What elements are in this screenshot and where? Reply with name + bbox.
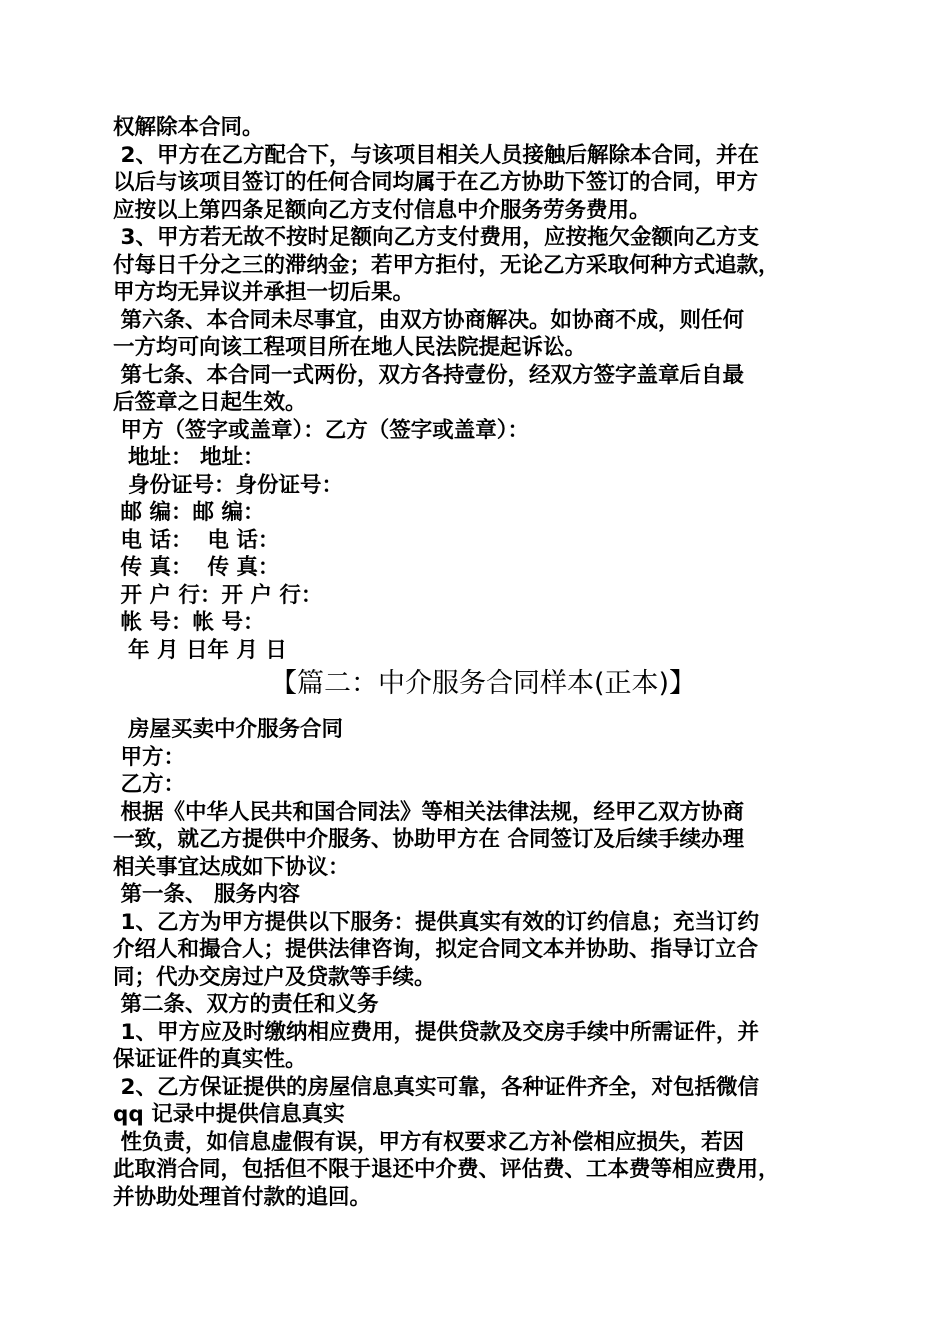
text-line: 以后与该项目签订的任何合同均属于在乙方协助下签订的合同，甲方 (113, 170, 759, 195)
text-line: 付每日千分之三的滞纳金；若甲方拒付，无论乙方采取何种方式追款， (113, 252, 780, 278)
contract-part-one (113, 114, 853, 664)
text-line: 电 话： 电 话： (113, 527, 280, 553)
text-line: 此取消合同，包括但不限于退还中介费、评估费、工本费等相应费用， (113, 1157, 780, 1182)
text-line: 传 真： 传 真： (113, 555, 280, 580)
text-line: 性负责，如信息虚假有误，甲方有权要求乙方补偿相应损失，若因 (113, 1129, 744, 1155)
text-line: 2、乙方保证提供的房屋信息真实可靠，各种证件齐全，对包括微信 (113, 1074, 759, 1100)
text-line: 第七条、本合同一式两份，双方各持壹份，经双方签字盖章后自最 (113, 362, 744, 388)
text-line: 2、甲方在乙方配合下，与该项目相关人员接触后解除本合同，并在 (113, 142, 759, 168)
section-heading: 【篇二：中介服务合同样本(正本)】 (269, 668, 697, 699)
text-line: 甲方（签字或盖章）：乙方（签字或盖章）： (113, 417, 529, 443)
text-line: qq 记录中提供信息真实 (113, 1102, 345, 1127)
text-line: 甲方均无异议并承担一切后果。 (113, 280, 415, 305)
text-line: 介绍人和撮合人；提供法律咨询，拟定合同文本并协助、指导订立合 (113, 937, 759, 962)
text-line: 年 月 日年 月 日 (113, 637, 287, 663)
text-line: 邮 编：邮 编： (113, 500, 265, 525)
text-line: 应按以上第四条足额向乙方支付信息中介服务劳务费用。 (113, 197, 651, 223)
text-line: 房屋买卖中介服务合同 (113, 717, 343, 742)
text-line: 乙方： (113, 772, 185, 797)
text-line: 1、甲方应及时缴纳相应费用，提供贷款及交房手续中所需证件，并 (113, 1019, 759, 1045)
text-line: 一方均可向该工程项目所在地人民法院提起诉讼。 (113, 335, 587, 360)
text-line: 第二条、双方的责任和义务 (113, 992, 379, 1017)
text-line: 保证证件的真实性。 (113, 1047, 307, 1072)
text-line: 相关事宜达成如下协议： (113, 854, 350, 880)
contract-part-two (113, 716, 853, 1211)
text-line: 帐 号：帐 号： (113, 610, 265, 635)
text-line: 开 户 行：开 户 行： (113, 582, 323, 608)
text-line: 甲方： (113, 744, 185, 770)
text-line: 身份证号：身份证号： (113, 472, 343, 498)
text-line: 第六条、本合同未尽事宜，由双方协商解决。如协商不成，则任何 (113, 307, 744, 333)
text-line: 第一条、 服务内容 (113, 882, 300, 907)
text-line: 同；代办交房过户及贷款等手续。 (113, 964, 436, 990)
text-line: 3、甲方若无故不按时足额向乙方支付费用，应按拖欠金额向乙方支 (113, 225, 759, 250)
text-line: 1、乙方为甲方提供以下服务：提供真实有效的订约信息；充当订约 (113, 909, 759, 935)
document-body (113, 114, 853, 1211)
text-line: 一致，就乙方提供中介服务、协助甲方在 合同签订及后续手续办理 (113, 827, 744, 852)
text-line: 地址： 地址： (113, 445, 265, 470)
text-line: 并协助处理首付款的追回。 (113, 1184, 372, 1210)
text-line: 后签章之日起生效。 (113, 390, 307, 415)
text-line: 权解除本合同。 (113, 115, 264, 140)
text-line: 根据《中华人民共和国合同法》等相关法律法规，经甲乙双方协商 (113, 799, 744, 825)
